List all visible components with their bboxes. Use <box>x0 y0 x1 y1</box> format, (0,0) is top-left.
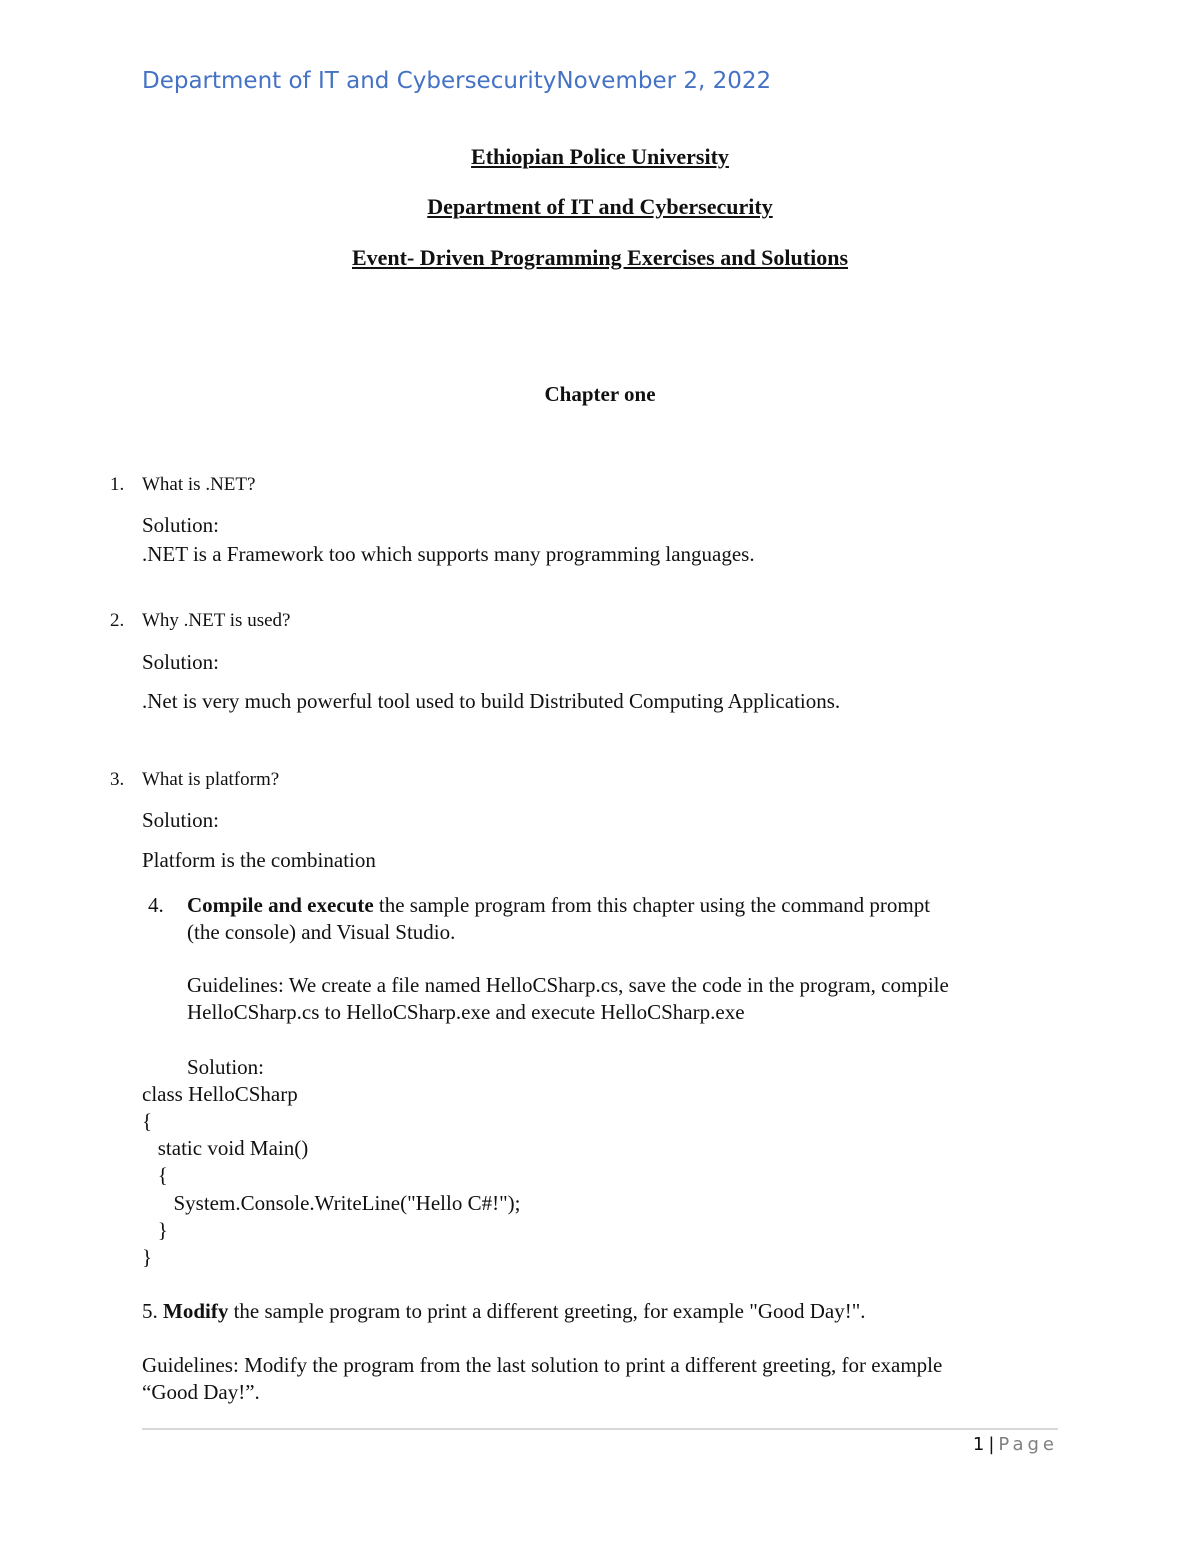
page-header: Department of IT and CybersecurityNovember 2, 2022 <box>142 68 772 94</box>
question-number: 1. <box>110 474 125 495</box>
page-number: 1 <box>972 1434 985 1455</box>
code-line: { <box>142 1109 153 1133</box>
university-title: Ethiopian Police University <box>471 144 729 169</box>
solution-label: Solution: <box>142 808 220 832</box>
code-line: static void Main() <box>142 1136 309 1160</box>
solution-label: Solution: <box>142 513 220 537</box>
code-line: { <box>142 1163 168 1187</box>
question-text <box>187 893 930 918</box>
question-rest: the sample program from this chapter using the command prompt <box>373 893 931 917</box>
footer-divider <box>142 1428 1058 1430</box>
question-text-cont: (the console) and Visual Studio. <box>187 920 456 944</box>
code-line: } <box>142 1245 153 1269</box>
question-text: What is .NET? <box>142 474 256 495</box>
question-number: 3. <box>110 769 125 790</box>
solution-answer: .NET is a Framework too which supports many programming languages. <box>142 542 755 566</box>
solution-label: Solution: <box>187 1055 265 1079</box>
page-label: Page <box>998 1434 1058 1455</box>
question-bold: Compile and execute <box>187 893 374 917</box>
question-text: Why .NET is used? <box>142 610 291 631</box>
solution-label: Solution: <box>142 650 220 674</box>
code-line: System.Console.WriteLine("Hello C#!"); <box>142 1191 521 1215</box>
question-bold: Modify <box>163 1299 229 1323</box>
question-rest: the sample program to print a different greeting, for example "Good Day!". <box>228 1299 866 1323</box>
department-title: Department of IT and Cybersecurity <box>427 194 773 219</box>
course-title: Event- Driven Programming Exercises and Solutions <box>351 245 849 270</box>
footer-separator: | <box>988 1434 995 1455</box>
question-number: 2. <box>110 610 125 631</box>
solution-answer: .Net is very much powerful tool used to build Distributed Computing Applications. <box>142 689 841 713</box>
guideline-text: Guidelines: Modify the program from the last solution to print a different greeting, for example <box>142 1353 943 1377</box>
guideline-text: Guidelines: We create a file named HelloCSharp.cs, save the code in the program, compile <box>187 973 949 997</box>
solution-answer: Platform is the combination <box>142 848 376 872</box>
question-text: What is platform? <box>142 769 280 790</box>
code-line: class HelloCSharp <box>142 1082 298 1106</box>
question-text <box>142 1299 866 1324</box>
code-line: } <box>142 1218 168 1242</box>
question-number: 4. <box>148 893 164 917</box>
chapter-heading: Chapter one <box>544 382 656 406</box>
guideline-text-cont: “Good Day!”. <box>142 1380 260 1404</box>
page-footer <box>973 1434 1058 1455</box>
question-number: 5. <box>142 1299 163 1323</box>
guideline-text-cont: HelloCSharp.cs to HelloCSharp.exe and execute HelloCSharp.exe <box>187 1000 745 1024</box>
